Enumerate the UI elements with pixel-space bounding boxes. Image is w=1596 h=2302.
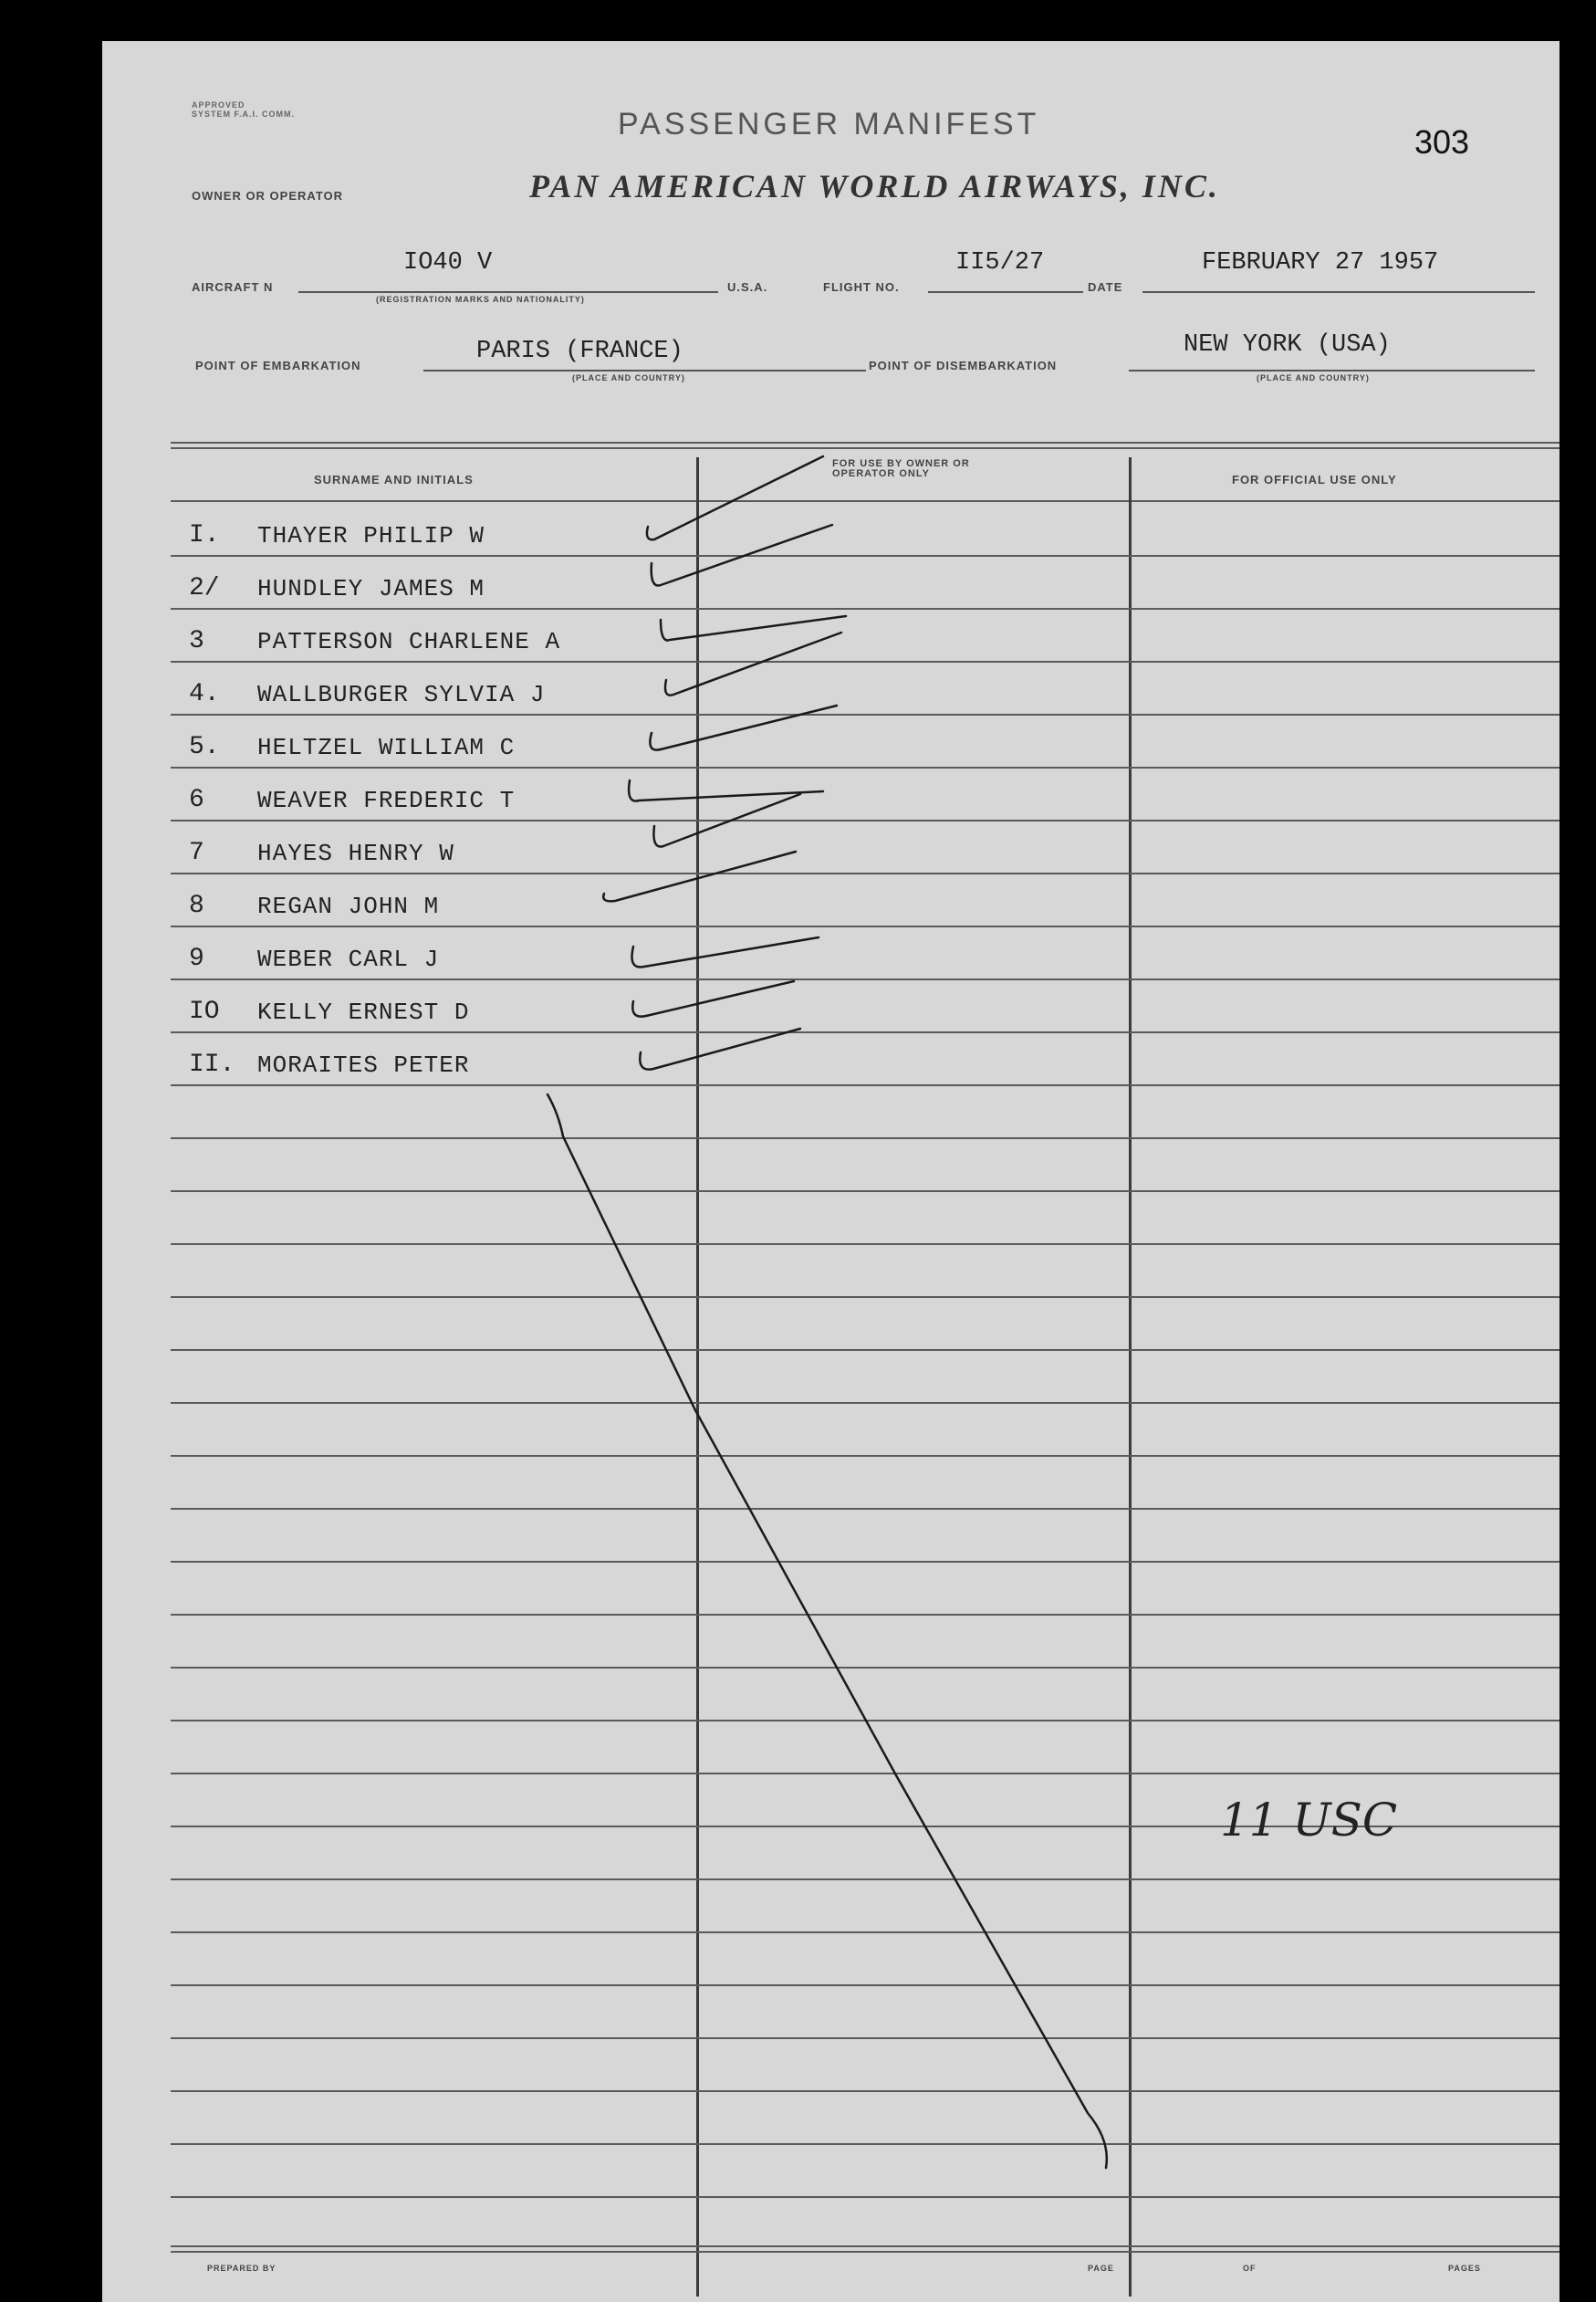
check-mark bbox=[647, 456, 823, 539]
disembarkation-label: POINT OF DISEMBARKATION bbox=[869, 359, 1058, 372]
page-title: PASSENGER MANIFEST bbox=[618, 107, 1040, 141]
aircraft-caption: (REGISTRATION MARKS AND NATIONALITY) bbox=[376, 295, 585, 304]
check-mark bbox=[632, 937, 819, 968]
page-number: 303 bbox=[1414, 123, 1470, 161]
passenger-name: PATTERSON CHARLENE A bbox=[257, 628, 561, 655]
check-mark bbox=[650, 706, 837, 750]
strike-line bbox=[548, 1094, 1107, 2168]
passenger-name: WEAVER FREDERIC T bbox=[257, 787, 516, 814]
row-number: IO bbox=[189, 998, 220, 1026]
manifest-page bbox=[102, 41, 1559, 2302]
embarkation-value: PARIS (FRANCE) bbox=[476, 338, 683, 365]
row-number: II. bbox=[189, 1051, 235, 1079]
pages-label: PAGES bbox=[1448, 2264, 1481, 2273]
page-label: PAGE bbox=[1088, 2264, 1114, 2273]
row-number: 4. bbox=[189, 680, 220, 708]
check-mark bbox=[665, 633, 841, 696]
row-number: 3 bbox=[189, 627, 204, 655]
check-mark bbox=[603, 852, 796, 901]
passenger-name: HAYES HENRY W bbox=[257, 840, 454, 867]
passenger-name: MORAITES PETER bbox=[257, 1052, 470, 1079]
footer-rule-double bbox=[171, 2251, 1559, 2253]
passenger-name: REGAN JOHN M bbox=[257, 893, 440, 920]
column-header-names: SURNAME AND INITIALS bbox=[314, 473, 474, 487]
owner-label: OWNER OR OPERATOR bbox=[192, 189, 344, 203]
approval-stamp-line: APPROVED bbox=[192, 100, 245, 110]
row-number: 7 bbox=[189, 839, 204, 867]
row-number: 8 bbox=[189, 892, 204, 920]
flight-no-label: FLIGHT NO. bbox=[823, 280, 900, 294]
usa-label: U.S.A. bbox=[727, 280, 768, 294]
passenger-name: THAYER PHILIP W bbox=[257, 522, 485, 549]
check-mark bbox=[640, 1029, 800, 1070]
check-mark bbox=[632, 981, 794, 1017]
passenger-name: WEBER CARL J bbox=[257, 946, 440, 973]
passenger-name: KELLY ERNEST D bbox=[257, 999, 470, 1026]
check-mark bbox=[629, 780, 823, 801]
embarkation-caption: (PLACE AND COUNTRY) bbox=[572, 373, 685, 382]
operator-name: PAN AMERICAN WORLD AIRWAYS, INC. bbox=[529, 168, 1220, 204]
embarkation-label: POINT OF EMBARKATION bbox=[195, 359, 361, 372]
check-mark bbox=[661, 616, 846, 641]
row-number: I. bbox=[189, 521, 220, 549]
date-label: DATE bbox=[1088, 280, 1123, 294]
of-label: OF bbox=[1243, 2264, 1257, 2273]
row-number: 2/ bbox=[189, 574, 220, 602]
row-number: 9 bbox=[189, 945, 204, 973]
check-mark bbox=[653, 794, 800, 847]
passenger-name: HELTZEL WILLIAM C bbox=[257, 734, 516, 761]
aircraft-value: IO40 V bbox=[403, 249, 493, 277]
handwritten-total: 11 USC bbox=[1220, 1794, 1398, 1847]
handwritten-marks bbox=[102, 41, 1559, 2302]
footer-rule bbox=[171, 2245, 1559, 2247]
check-mark bbox=[652, 525, 832, 586]
disembarkation-value: NEW YORK (USA) bbox=[1184, 331, 1391, 359]
flight-no-value: II5/27 bbox=[955, 249, 1045, 277]
prepared-by-label: PREPARED BY bbox=[207, 2264, 276, 2273]
column-header-owner-use: FOR USE BY OWNER OR OPERATOR ONLY bbox=[832, 458, 970, 479]
column-header-official-use: FOR OFFICIAL USE ONLY bbox=[1232, 473, 1397, 487]
passenger-name: WALLBURGER SYLVIA J bbox=[257, 681, 546, 708]
approval-stamp-line: SYSTEM F.A.I. COMM. bbox=[192, 110, 296, 119]
row-number: 5. bbox=[189, 733, 220, 761]
aircraft-label: AIRCRAFT N bbox=[192, 280, 274, 294]
date-value: FEBRUARY 27 1957 bbox=[1202, 249, 1439, 277]
row-number: 6 bbox=[189, 786, 204, 814]
passenger-name: HUNDLEY JAMES M bbox=[257, 575, 485, 602]
disembarkation-caption: (PLACE AND COUNTRY) bbox=[1257, 373, 1370, 382]
